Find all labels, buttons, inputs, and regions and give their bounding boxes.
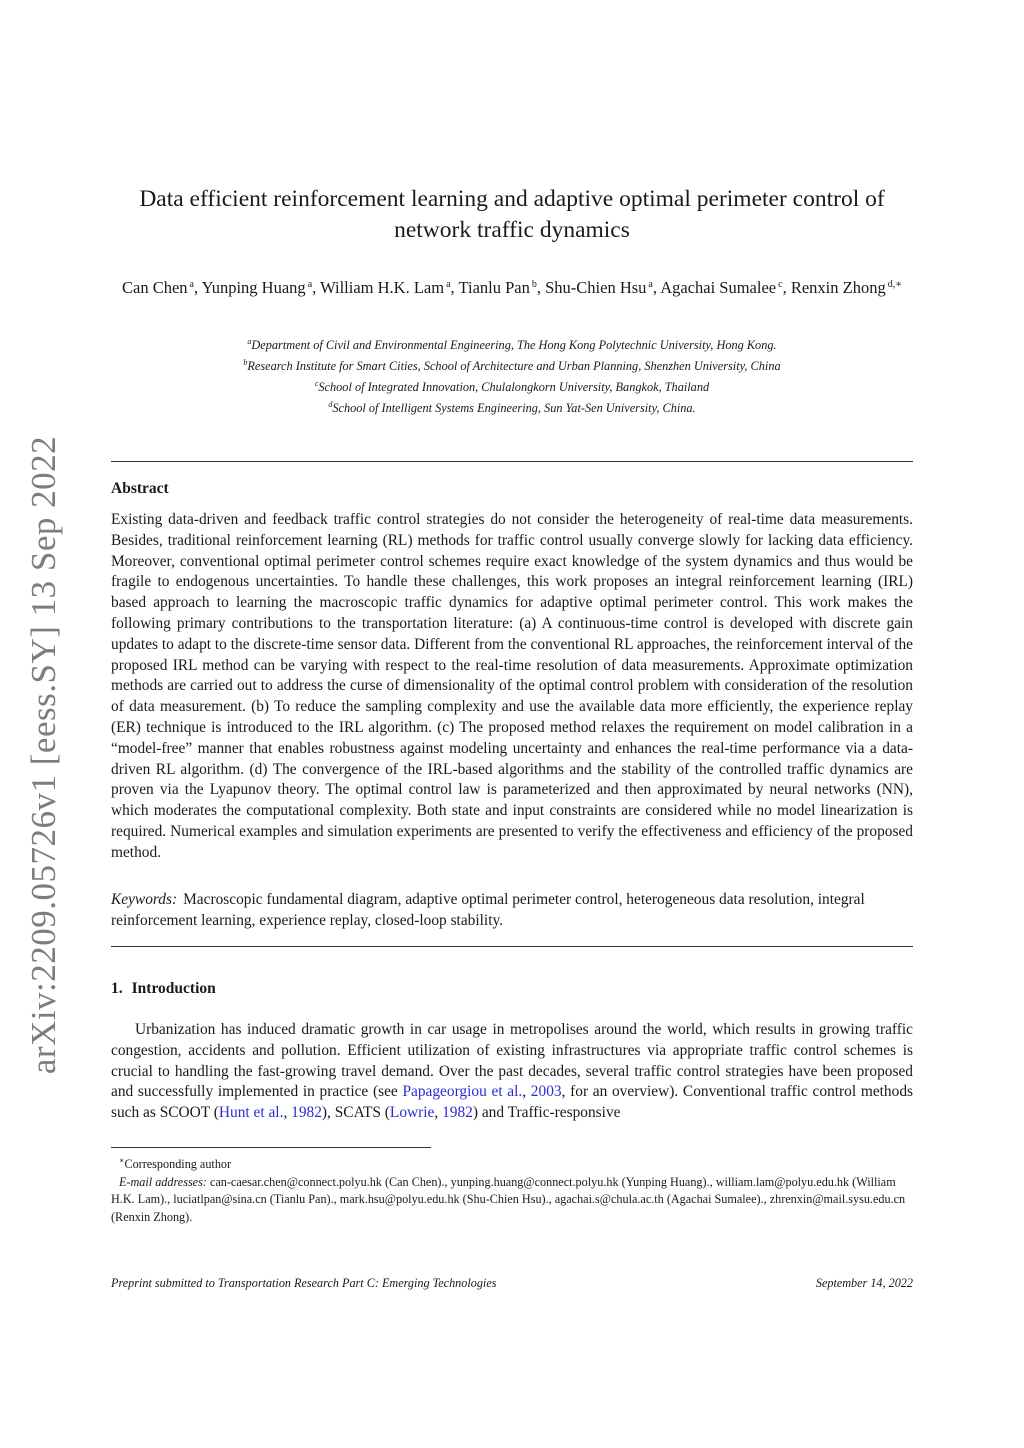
citation-year-link[interactable]: 1982 bbox=[291, 1104, 322, 1122]
keywords-text: Macroscopic fundamental diagram, adaptive optimal perimeter control, heterogeneous data resolution, integral reinforcement learning, experience replay, closed-loop stability. bbox=[111, 891, 865, 929]
affiliation: $^b$Research Institute for Smart Cities, School of Architecture and Urban Planning, Shenzhen University, China bbox=[243, 358, 781, 373]
abstract-bottom-rule bbox=[111, 946, 913, 947]
author: William H.K. Lam $^a$, bbox=[320, 278, 459, 297]
arxiv-identifier: arXiv:2209.05726v1 [eess.SY] 13 Sep 2022 bbox=[24, 435, 63, 1075]
section-number: 1. bbox=[111, 980, 123, 997]
title-line-2: network traffic dynamics bbox=[394, 217, 630, 243]
author: Can Chen $^a$, bbox=[122, 278, 202, 297]
intro-paragraph: Urbanization has induced dramatic growth in car usage in metropolises around the world, which results in growing traffic congestion, accidents and pollution. Efficient utilization of existing infrastructures via appropriate traffic control schemes is crucial to handling the fast-growing travel demand. Over the past decades, several traffic control strategies have been proposed and successfully implemented in practice (see Papageorgiou et al., 2003, for an overview). Conventional traffic control methods such as SCOOT (Hunt et al., 1982), SCATS (Lowrie, 1982) and Traffic-responsive bbox=[111, 1021, 914, 1122]
affiliations bbox=[112, 333, 912, 417]
author: Shu-Chien Hsu $^a$, bbox=[545, 278, 661, 297]
section-heading bbox=[111, 980, 216, 998]
footnote-rule bbox=[111, 1147, 431, 1148]
author: Tianlu Pan $^b$, bbox=[458, 278, 546, 297]
email-addresses: E-mail addresses: can-caesar.chen@connect.polyu.hk (Can Chen)., yunping.huang@connect.polyu.hk (Yunping Huang)., william.lam@polyu.edu.hk (William H.K. Lam)., luciatlpan@sina.cn (Tianlu Pan)., mark.hsu@polyu.edu.hk (Shu-Chien Hsu)., agachai.s@chula.ac.th (Agachai Sumalee)., zhrenxin@mail.sysu.edu.cn (Renxin Zhong). bbox=[111, 1174, 906, 1224]
affiliation: $^c$School of Integrated Innovation, Chulalongkorn University, Bangkok, Thailand bbox=[314, 379, 710, 394]
citation-link-hunt[interactable]: Hunt et al. bbox=[218, 1104, 284, 1122]
keywords bbox=[111, 890, 913, 932]
footer-date: September 14, 2022 bbox=[815, 1276, 913, 1290]
abstract-heading: Abstract bbox=[111, 480, 169, 497]
affiliation: $^d$School of Intelligent Systems Engineering, Sun Yat-Sen University, China. bbox=[328, 400, 696, 415]
footer-journal: Preprint submitted to Transportation Research Part C: Emerging Technologies bbox=[111, 1276, 497, 1290]
citation-year-link[interactable]: 1982 bbox=[442, 1104, 473, 1122]
citation-link-lowrie[interactable]: Lowrie bbox=[389, 1104, 435, 1122]
author: Yunping Huang $^a$, bbox=[201, 278, 321, 297]
author-list bbox=[112, 274, 912, 298]
affiliation: $^a$Department of Civil and Environmental Engineering, The Hong Kong Polytechnic University, Hong Kong. bbox=[247, 337, 777, 352]
corresponding-author-note: ∗Corresponding author bbox=[119, 1156, 232, 1171]
paper-title bbox=[112, 184, 912, 246]
author: Agachai Sumalee $^c$, bbox=[660, 278, 791, 297]
citation-year-link[interactable]: 2003 bbox=[530, 1083, 562, 1101]
citation-link-papageorgiou[interactable]: Papageorgiou et al. bbox=[402, 1083, 523, 1101]
footnote bbox=[111, 1152, 913, 1226]
keywords-label: Keywords: bbox=[111, 891, 178, 908]
author: Renxin Zhong $^{d,∗}$ bbox=[790, 278, 902, 297]
section-title: Introduction bbox=[131, 980, 216, 997]
title-line-1: Data efficient reinforcement learning and adaptive optimal perimeter control of bbox=[139, 186, 885, 212]
abstract-top-rule bbox=[111, 461, 913, 462]
page-footer bbox=[111, 1276, 913, 1291]
abstract-text: Existing data-driven and feedback traffic control strategies do not consider the heterogeneity of real-time data measurements. Besides, traditional reinforcement learning (RL) methods for traffic control usually converge slowly for lacking data efficiency. Moreover, conventional optimal perimeter control schemes require exact knowledge of the system dynamics and thus would be fragile to endogenous uncertainties. To handle these challenges, this work proposes an integral reinforcement learning (IRL) based approach to learning the macroscopic traffic dynamics for adaptive optimal perimeter control. This work makes the following primary contributions to the transportation literature: (a) A continuous-time control is developed with discrete gain updates to adapt to the discrete-time sensor data. Different from the conventional RL approaches, the reinforcement interval of the proposed IRL method can be varying with respect to the real-time resolution of data measurements. Approximate optimization methods are carried out to address the curse of dimensionality of the optimal control problem with consideration of the resolution of data measurement. (b) To reduce the sampling complexity and use the available data more efficiently, the experience replay (ER) technique is introduced to the IRL algorithm. (c) The proposed method relaxes the requirement on model calibration in a “model-free” manner that enables robustness against modeling uncertainty and enhances the real-time performance via a data-driven RL algorithm. (d) The convergence of the IRL-based algorithms and the stability of the controlled traffic dynamics are proven via the Lyapunov theory. The optimal control law is parameterized and then approximated by neural networks (NN), which moderates the computational complexity. Both state and input constraints are considered while no model linearization is required. Numerical examples and simulation experiments are presented to verify the effectiveness and efficiency of the proposed method. bbox=[111, 511, 913, 861]
